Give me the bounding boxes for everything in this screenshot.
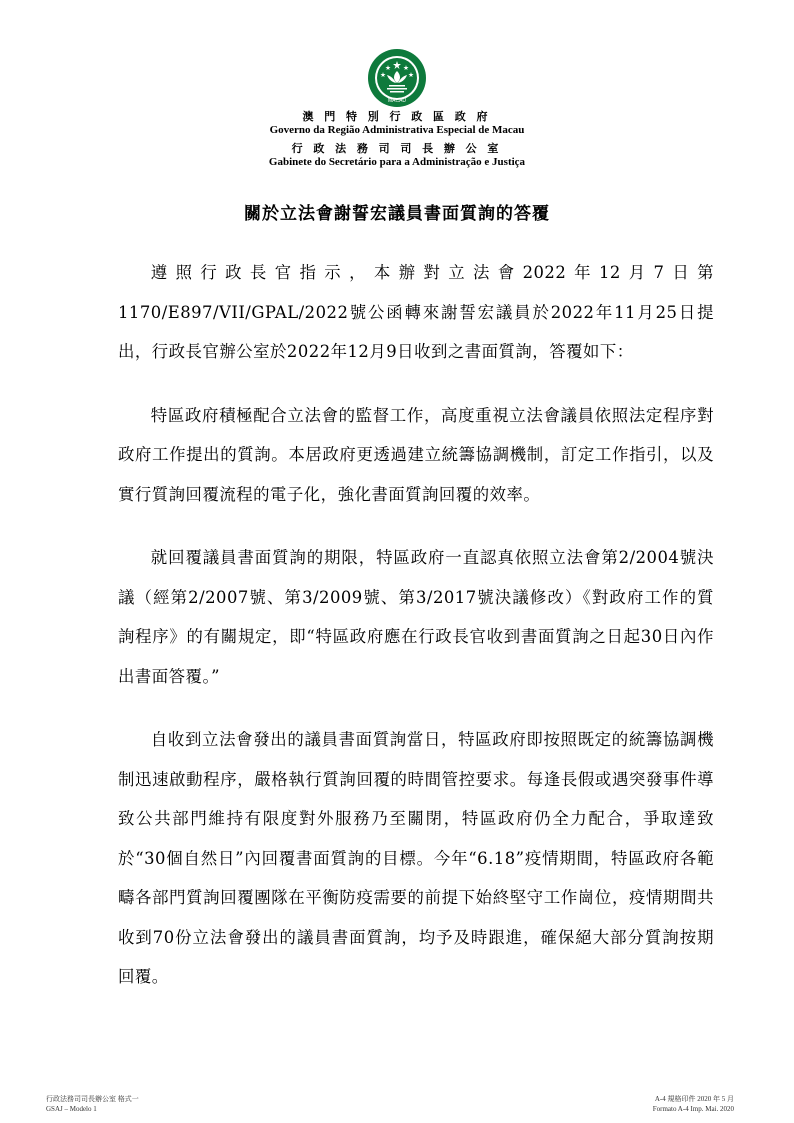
footer-left-line-1: 行政法務司司長辦公室 格式一 [46,1095,139,1103]
header-line-3: 行 政 法 務 司 司 長 辦 公 室 [291,143,503,155]
header-line-4: Gabinete do Secretário para a Administração e Justiça [268,156,526,168]
document-body [118,253,714,1021]
header-line-1: 澳 門 特 別 行 政 區 政 府 [302,111,492,123]
paragraph-3: 就回覆議員書面質詢的期限，特區政府一直認真依照立法會第2/2004號決議（經第2/2007號、第3/2009號、第3/2017號決議修改）《對政府工作的質詢程序》的有關規定，即“特區政府應在行政長官收到書面質詢之日起30日內作出書面答覆。” [118,548,714,686]
header-line-2: Governo da Região Administrativa Especial de Macau [269,124,525,136]
emblem-text: MACAU [387,98,407,104]
footer-right [653,1094,734,1114]
paragraph-1: 遵照行政長官指示，本辦對立法會2022年12月7日第1170/E897/VII/GPAL/2022號公函轉來謝誓宏議員於2022年11月25日提出，行政長官辦公室於2022年12月9日收到之書面質詢，答覆如下： [118,263,714,361]
macau-emblem [367,48,427,108]
footer-right-line-1: A-4 規格印件 2020 年 5 月 [654,1095,734,1103]
document-title: 關於立法會謝誓宏議員書面質詢的答覆 [244,204,550,224]
paragraph-4: 自收到立法會發出的議員書面質詢當日，特區政府即按照既定的統籌協調機制迅速啟動程序，嚴格執行質詢回覆的時間管控要求。每逢長假或遇突發事件導致公共部門維持有限度對外服務乃至關閉，特區政府仍全力配合，爭取達致於“30個自然日”內回覆書面質詢的目標。今年“6.18”疫情期間，特區政府各範疇各部門質詢回覆團隊在平衡防疫需要的前提下始終堅守工作崗位，疫情期間共收到70份立法會發出的議員書面質詢，均予及時跟進，確保絕大部分質詢按期回覆。 [118,730,714,986]
footer-left-line-2: GSAJ – Modelo 1 [46,1105,97,1113]
footer-right-line-2: Formato A-4 Imp. Mai. 2020 [652,1105,734,1113]
paragraph-2: 特區政府積極配合立法會的監督工作，高度重視立法會議員依照法定程序對政府工作提出的質詢。本居政府更透過建立統籌協調機制，訂定工作指引，以及實行質詢回覆流程的電子化，強化書面質詢回覆的效率。 [118,405,714,504]
footer-left [46,1094,139,1114]
